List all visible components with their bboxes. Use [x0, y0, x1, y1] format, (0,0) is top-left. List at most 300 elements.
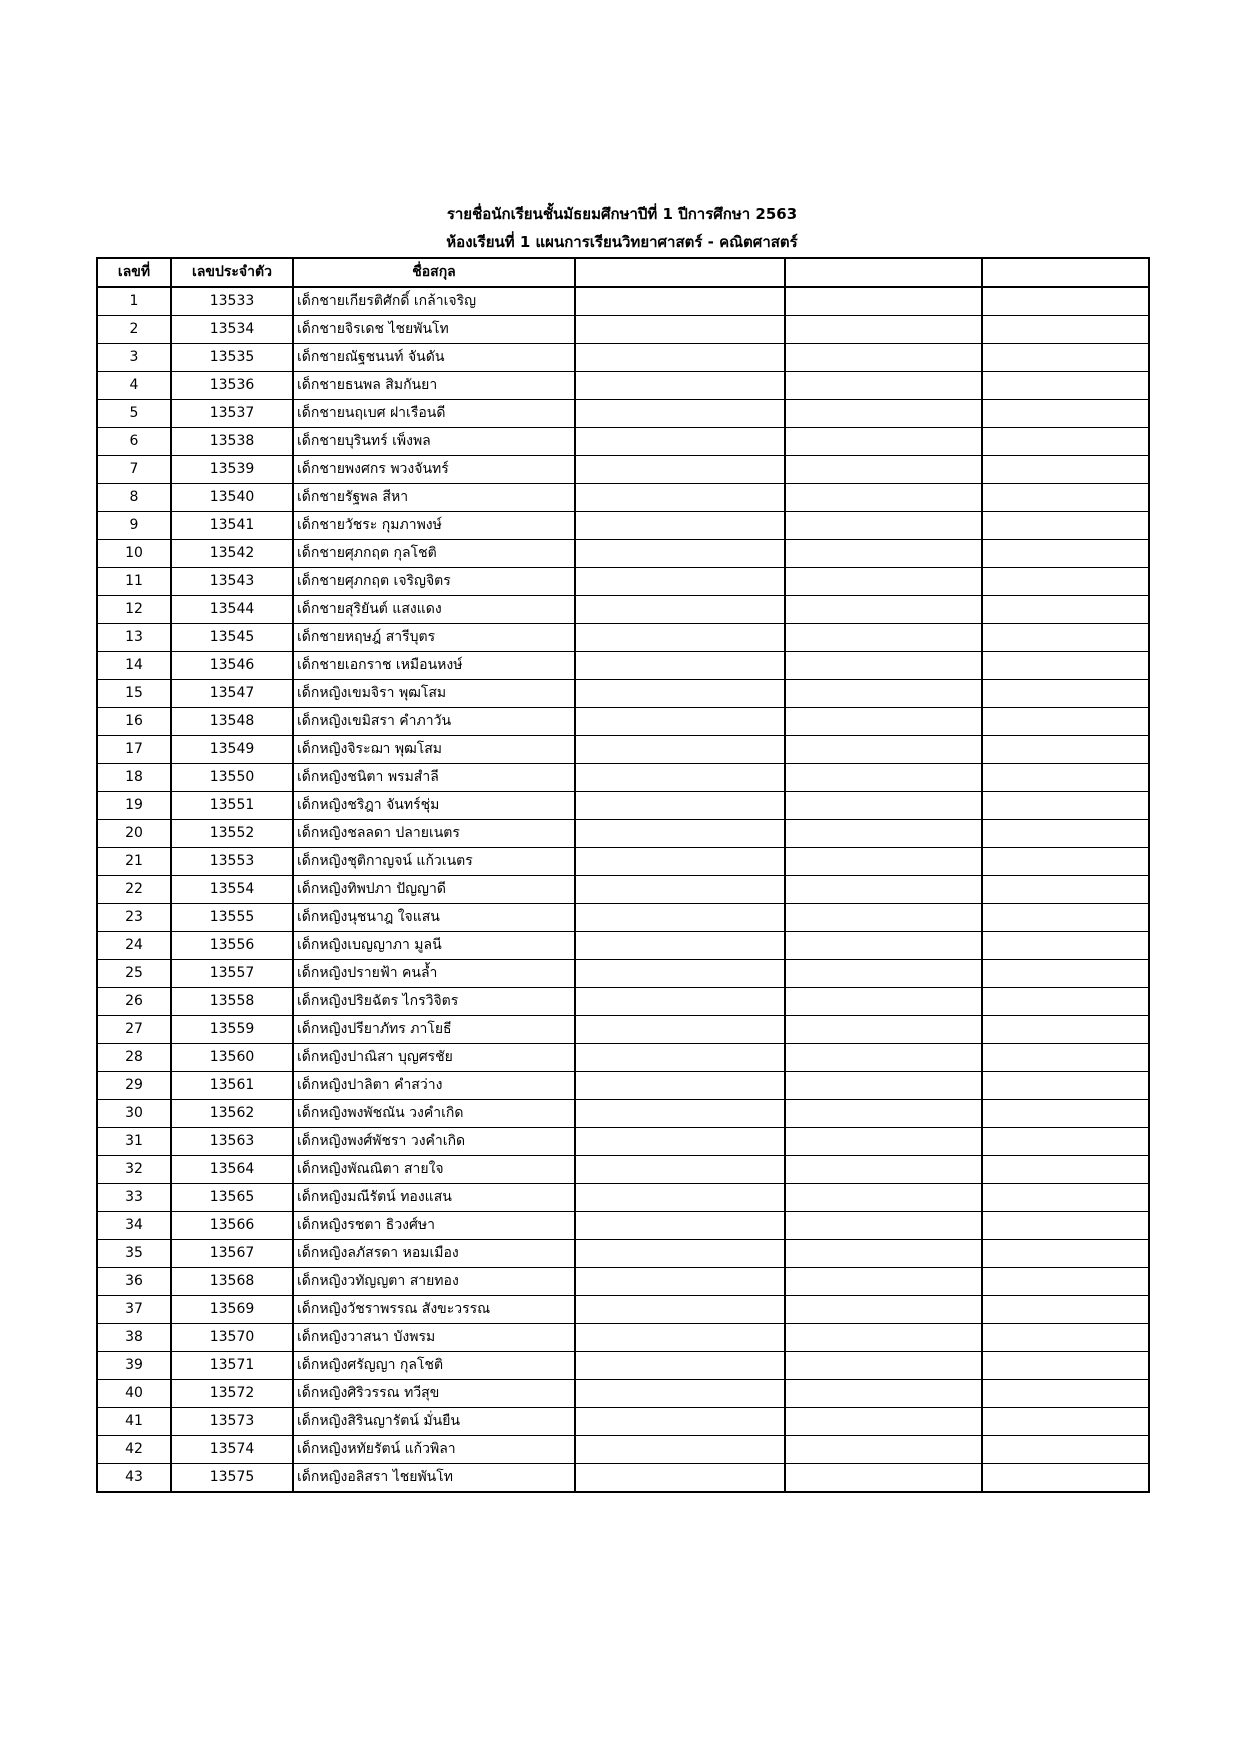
blank-cell — [785, 512, 982, 540]
student-id-cell: 13564 — [171, 1156, 293, 1184]
blank-cell — [575, 512, 785, 540]
blank-cell — [982, 1156, 1149, 1184]
student-name-cell: เด็กหญิงสิรินญารัตน์ มั่นยืน — [293, 1408, 575, 1436]
blank-cell — [575, 652, 785, 680]
table-row — [97, 372, 1149, 400]
student-id-cell: 13552 — [171, 820, 293, 848]
blank-cell — [575, 456, 785, 484]
student-name-cell: เด็กหญิงเขมจิรา พุฒโสม — [293, 680, 575, 708]
student-name-cell: เด็กชายวัชระ กุมภาพงษ์ — [293, 512, 575, 540]
row-number-cell: 14 — [97, 652, 171, 680]
student-name-cell: เด็กชายบุรินทร์ เพ็งพล — [293, 428, 575, 456]
column-header-blank-1 — [575, 258, 785, 287]
blank-cell — [982, 1296, 1149, 1324]
blank-cell — [982, 456, 1149, 484]
student-name-cell: เด็กหญิงรชตา ธิวงศ์ษา — [293, 1212, 575, 1240]
table-row — [97, 1100, 1149, 1128]
student-id-cell: 13553 — [171, 848, 293, 876]
blank-cell — [575, 344, 785, 372]
blank-cell — [982, 400, 1149, 428]
blank-cell — [575, 1268, 785, 1296]
student-name-cell: เด็กหญิงมณีรัตน์ ทองแสน — [293, 1184, 575, 1212]
blank-cell — [785, 624, 982, 652]
row-number-cell: 15 — [97, 680, 171, 708]
student-id-cell: 13566 — [171, 1212, 293, 1240]
student-name-cell: เด็กหญิงนุชนาฎ ใจแสน — [293, 904, 575, 932]
blank-cell — [785, 848, 982, 876]
student-id-cell: 13539 — [171, 456, 293, 484]
student-id-cell: 13540 — [171, 484, 293, 512]
table-row — [97, 287, 1149, 316]
blank-cell — [982, 1464, 1149, 1493]
table-row — [97, 344, 1149, 372]
table-row — [97, 540, 1149, 568]
row-number-cell: 30 — [97, 1100, 171, 1128]
table-row — [97, 736, 1149, 764]
student-roster-table — [96, 257, 1150, 1493]
blank-cell — [785, 1212, 982, 1240]
table-row — [97, 988, 1149, 1016]
student-name-cell: เด็กชายหฤษฎ์ สารีบุตร — [293, 624, 575, 652]
blank-cell — [785, 1296, 982, 1324]
student-name-cell: เด็กหญิงเขมิสรา คำภาวัน — [293, 708, 575, 736]
blank-cell — [982, 484, 1149, 512]
row-number-cell: 8 — [97, 484, 171, 512]
table-row — [97, 876, 1149, 904]
student-name-cell: เด็กชายนฤเบศ ฝาเรือนดี — [293, 400, 575, 428]
student-id-cell: 13534 — [171, 316, 293, 344]
blank-cell — [982, 904, 1149, 932]
table-row — [97, 1380, 1149, 1408]
student-id-cell: 13563 — [171, 1128, 293, 1156]
blank-cell — [575, 932, 785, 960]
blank-cell — [785, 287, 982, 316]
blank-cell — [785, 1464, 982, 1493]
blank-cell — [982, 792, 1149, 820]
table-row — [97, 820, 1149, 848]
blank-cell — [785, 1016, 982, 1044]
blank-cell — [982, 932, 1149, 960]
blank-cell — [575, 568, 785, 596]
blank-cell — [575, 736, 785, 764]
blank-cell — [575, 1184, 785, 1212]
table-row — [97, 1436, 1149, 1464]
blank-cell — [785, 316, 982, 344]
blank-cell — [785, 708, 982, 736]
blank-cell — [785, 596, 982, 624]
blank-cell — [982, 512, 1149, 540]
blank-cell — [575, 1464, 785, 1493]
student-id-cell: 13565 — [171, 1184, 293, 1212]
student-id-cell: 13533 — [171, 287, 293, 316]
student-id-cell: 13575 — [171, 1464, 293, 1493]
blank-cell — [982, 960, 1149, 988]
student-name-cell: เด็กชายศุภกฤต กุลโชติ — [293, 540, 575, 568]
student-id-cell: 13562 — [171, 1100, 293, 1128]
student-id-cell: 13543 — [171, 568, 293, 596]
row-number-cell: 41 — [97, 1408, 171, 1436]
blank-cell — [575, 1352, 785, 1380]
row-number-cell: 1 — [97, 287, 171, 316]
column-header-student-id: เลขประจำตัว — [171, 258, 293, 287]
student-id-cell: 13545 — [171, 624, 293, 652]
student-id-cell: 13536 — [171, 372, 293, 400]
blank-cell — [575, 680, 785, 708]
row-number-cell: 9 — [97, 512, 171, 540]
student-name-cell: เด็กชายธนพล สิมกันยา — [293, 372, 575, 400]
student-name-cell: เด็กชายเอกราช เหมือนหงษ์ — [293, 652, 575, 680]
table-body — [97, 287, 1149, 1492]
row-number-cell: 5 — [97, 400, 171, 428]
table-row — [97, 792, 1149, 820]
row-number-cell: 11 — [97, 568, 171, 596]
table-row — [97, 1240, 1149, 1268]
table-row — [97, 1184, 1149, 1212]
student-name-cell: เด็กชายณัฐชนนท์ จันดัน — [293, 344, 575, 372]
blank-cell — [785, 876, 982, 904]
row-number-cell: 35 — [97, 1240, 171, 1268]
blank-cell — [575, 1156, 785, 1184]
blank-cell — [982, 1324, 1149, 1352]
student-name-cell: เด็กหญิงปริยฉัตร ไกรวิจิตร — [293, 988, 575, 1016]
blank-cell — [785, 344, 982, 372]
blank-cell — [785, 540, 982, 568]
blank-cell — [982, 1072, 1149, 1100]
row-number-cell: 31 — [97, 1128, 171, 1156]
table-row — [97, 680, 1149, 708]
blank-cell — [575, 764, 785, 792]
blank-cell — [575, 372, 785, 400]
blank-cell — [982, 680, 1149, 708]
blank-cell — [982, 1044, 1149, 1072]
blank-cell — [575, 1240, 785, 1268]
blank-cell — [575, 400, 785, 428]
row-number-cell: 16 — [97, 708, 171, 736]
blank-cell — [982, 1352, 1149, 1380]
table-row — [97, 1408, 1149, 1436]
blank-cell — [575, 876, 785, 904]
table-row — [97, 1212, 1149, 1240]
student-name-cell: เด็กหญิงอลิสรา ไชยพันโท — [293, 1464, 575, 1493]
blank-cell — [575, 316, 785, 344]
row-number-cell: 3 — [97, 344, 171, 372]
student-name-cell: เด็กหญิงวทัญญตา สายทอง — [293, 1268, 575, 1296]
blank-cell — [575, 792, 785, 820]
student-name-cell: เด็กหญิงพงศ์พัชรา วงคำเกิด — [293, 1128, 575, 1156]
blank-cell — [982, 1016, 1149, 1044]
blank-cell — [575, 596, 785, 624]
blank-cell — [982, 708, 1149, 736]
student-name-cell: เด็กหญิงวัชราพรรณ สังขะวรรณ — [293, 1296, 575, 1324]
row-number-cell: 18 — [97, 764, 171, 792]
blank-cell — [575, 708, 785, 736]
table-row — [97, 1156, 1149, 1184]
blank-cell — [982, 624, 1149, 652]
student-id-cell: 13556 — [171, 932, 293, 960]
blank-cell — [785, 1268, 982, 1296]
student-id-cell: 13557 — [171, 960, 293, 988]
student-id-cell: 13568 — [171, 1268, 293, 1296]
row-number-cell: 7 — [97, 456, 171, 484]
row-number-cell: 20 — [97, 820, 171, 848]
table-row — [97, 484, 1149, 512]
blank-cell — [982, 1408, 1149, 1436]
blank-cell — [785, 1352, 982, 1380]
column-header-blank-3 — [982, 258, 1149, 287]
student-id-cell: 13559 — [171, 1016, 293, 1044]
blank-cell — [982, 1436, 1149, 1464]
student-id-cell: 13541 — [171, 512, 293, 540]
blank-cell — [982, 1268, 1149, 1296]
student-name-cell: เด็กหญิงทิพปภา ปัญญาดี — [293, 876, 575, 904]
row-number-cell: 27 — [97, 1016, 171, 1044]
student-id-cell: 13569 — [171, 1296, 293, 1324]
row-number-cell: 6 — [97, 428, 171, 456]
row-number-cell: 10 — [97, 540, 171, 568]
blank-cell — [785, 1072, 982, 1100]
column-header-number: เลขที่ — [97, 258, 171, 287]
student-id-cell: 13547 — [171, 680, 293, 708]
table-row — [97, 960, 1149, 988]
student-id-cell: 13567 — [171, 1240, 293, 1268]
row-number-cell: 32 — [97, 1156, 171, 1184]
blank-cell — [575, 1380, 785, 1408]
blank-cell — [785, 904, 982, 932]
blank-cell — [575, 1100, 785, 1128]
table-row — [97, 1324, 1149, 1352]
table-row — [97, 1464, 1149, 1493]
row-number-cell: 42 — [97, 1436, 171, 1464]
student-id-cell: 13561 — [171, 1072, 293, 1100]
row-number-cell: 24 — [97, 932, 171, 960]
blank-cell — [785, 680, 982, 708]
student-name-cell: เด็กหญิงศิริวรรณ ทวีสุข — [293, 1380, 575, 1408]
blank-cell — [785, 652, 982, 680]
blank-cell — [982, 344, 1149, 372]
blank-cell — [785, 428, 982, 456]
blank-cell — [785, 400, 982, 428]
table-row — [97, 1016, 1149, 1044]
student-name-cell: เด็กชายรัฐพล สีหา — [293, 484, 575, 512]
student-id-cell: 13572 — [171, 1380, 293, 1408]
table-row — [97, 848, 1149, 876]
row-number-cell: 26 — [97, 988, 171, 1016]
blank-cell — [982, 1380, 1149, 1408]
row-number-cell: 23 — [97, 904, 171, 932]
blank-cell — [575, 820, 785, 848]
student-name-cell: เด็กหญิงเบญญาภา มูลนี — [293, 932, 575, 960]
blank-cell — [785, 736, 982, 764]
blank-cell — [982, 316, 1149, 344]
table-row — [97, 904, 1149, 932]
student-name-cell: เด็กหญิงชนิตา พรมสำลี — [293, 764, 575, 792]
blank-cell — [575, 1128, 785, 1156]
student-name-cell: เด็กหญิงชุติกาญจน์ แก้วเนตร — [293, 848, 575, 876]
blank-cell — [785, 764, 982, 792]
student-id-cell: 13571 — [171, 1352, 293, 1380]
table-row — [97, 512, 1149, 540]
row-number-cell: 21 — [97, 848, 171, 876]
blank-cell — [575, 1016, 785, 1044]
student-id-cell: 13558 — [171, 988, 293, 1016]
row-number-cell: 4 — [97, 372, 171, 400]
blank-cell — [575, 1436, 785, 1464]
blank-cell — [982, 1212, 1149, 1240]
blank-cell — [785, 568, 982, 596]
blank-cell — [575, 1296, 785, 1324]
table-row — [97, 1072, 1149, 1100]
blank-cell — [982, 372, 1149, 400]
blank-cell — [575, 1212, 785, 1240]
blank-cell — [785, 820, 982, 848]
student-name-cell: เด็กหญิงพัณณิตา สายใจ — [293, 1156, 575, 1184]
student-name-cell: เด็กหญิงพงพัชณัน วงคำเกิด — [293, 1100, 575, 1128]
student-id-cell: 13535 — [171, 344, 293, 372]
page-title: รายชื่อนักเรียนชั้นมัธยมศึกษาปีที่ 1 ปีการศึกษา 2563 — [446, 205, 798, 223]
table-row — [97, 428, 1149, 456]
student-id-cell: 13538 — [171, 428, 293, 456]
column-header-name: ชื่อสกุล — [293, 258, 575, 287]
row-number-cell: 37 — [97, 1296, 171, 1324]
blank-cell — [785, 1156, 982, 1184]
student-id-cell: 13548 — [171, 708, 293, 736]
student-id-cell: 13570 — [171, 1324, 293, 1352]
blank-cell — [575, 1324, 785, 1352]
blank-cell — [575, 1044, 785, 1072]
blank-cell — [575, 848, 785, 876]
row-number-cell: 13 — [97, 624, 171, 652]
blank-cell — [575, 428, 785, 456]
blank-cell — [785, 1436, 982, 1464]
blank-cell — [982, 652, 1149, 680]
blank-cell — [575, 1408, 785, 1436]
blank-cell — [575, 484, 785, 512]
table-row — [97, 1128, 1149, 1156]
student-name-cell: เด็กหญิงชลลดา ปลายเนตร — [293, 820, 575, 848]
blank-cell — [982, 820, 1149, 848]
blank-cell — [982, 540, 1149, 568]
row-number-cell: 19 — [97, 792, 171, 820]
table-row — [97, 316, 1149, 344]
blank-cell — [982, 568, 1149, 596]
page-header — [96, 200, 1148, 256]
blank-cell — [785, 372, 982, 400]
table-row — [97, 400, 1149, 428]
blank-cell — [575, 1072, 785, 1100]
blank-cell — [982, 287, 1149, 316]
row-number-cell: 36 — [97, 1268, 171, 1296]
table-row — [97, 932, 1149, 960]
student-id-cell: 13549 — [171, 736, 293, 764]
student-id-cell: 13550 — [171, 764, 293, 792]
blank-cell — [982, 736, 1149, 764]
row-number-cell: 28 — [97, 1044, 171, 1072]
blank-cell — [575, 624, 785, 652]
student-id-cell: 13544 — [171, 596, 293, 624]
student-name-cell: เด็กชายจิรเดช ไชยพันโท — [293, 316, 575, 344]
row-number-cell: 43 — [97, 1464, 171, 1493]
blank-cell — [785, 932, 982, 960]
row-number-cell: 39 — [97, 1352, 171, 1380]
table-row — [97, 652, 1149, 680]
blank-cell — [982, 876, 1149, 904]
blank-cell — [575, 287, 785, 316]
row-number-cell: 38 — [97, 1324, 171, 1352]
student-name-cell: เด็กหญิงปรายฟ้า คนล้ำ — [293, 960, 575, 988]
blank-cell — [785, 1324, 982, 1352]
blank-cell — [575, 904, 785, 932]
table-row — [97, 1296, 1149, 1324]
blank-cell — [785, 1100, 982, 1128]
blank-cell — [982, 1184, 1149, 1212]
blank-cell — [982, 988, 1149, 1016]
table-row — [97, 1268, 1149, 1296]
row-number-cell: 25 — [97, 960, 171, 988]
blank-cell — [982, 764, 1149, 792]
student-name-cell: เด็กหญิงวาสนา บังพรม — [293, 1324, 575, 1352]
blank-cell — [982, 596, 1149, 624]
blank-cell — [982, 1240, 1149, 1268]
student-name-cell: เด็กหญิงลภัสรดา หอมเมือง — [293, 1240, 575, 1268]
student-name-cell: เด็กหญิงปาลิตา คำสว่าง — [293, 1072, 575, 1100]
blank-cell — [982, 1128, 1149, 1156]
blank-cell — [785, 1128, 982, 1156]
blank-cell — [785, 792, 982, 820]
table-row — [97, 456, 1149, 484]
student-id-cell: 13555 — [171, 904, 293, 932]
blank-cell — [982, 1100, 1149, 1128]
student-id-cell: 13574 — [171, 1436, 293, 1464]
student-name-cell: เด็กหญิงจิระฌา พุฒโสม — [293, 736, 575, 764]
blank-cell — [785, 988, 982, 1016]
student-name-cell: เด็กชายพงศกร พวงจันทร์ — [293, 456, 575, 484]
table-row — [97, 1352, 1149, 1380]
row-number-cell: 34 — [97, 1212, 171, 1240]
table-row — [97, 1044, 1149, 1072]
student-name-cell: เด็กหญิงศรัญญา กุลโชติ — [293, 1352, 575, 1380]
blank-cell — [785, 1380, 982, 1408]
table-row — [97, 596, 1149, 624]
student-id-cell: 13560 — [171, 1044, 293, 1072]
student-name-cell: เด็กหญิงปาณิสา บุญศรชัย — [293, 1044, 575, 1072]
row-number-cell: 29 — [97, 1072, 171, 1100]
blank-cell — [785, 1240, 982, 1268]
row-number-cell: 17 — [97, 736, 171, 764]
blank-cell — [785, 484, 982, 512]
table-row — [97, 568, 1149, 596]
blank-cell — [575, 988, 785, 1016]
student-name-cell: เด็กชายเกียรติศักดิ์ เกล้าเจริญ — [293, 287, 575, 316]
table-row — [97, 708, 1149, 736]
student-name-cell: เด็กหญิงปรียาภัทร ภาโยธี — [293, 1016, 575, 1044]
blank-cell — [982, 848, 1149, 876]
blank-cell — [575, 540, 785, 568]
table-row — [97, 764, 1149, 792]
student-id-cell: 13542 — [171, 540, 293, 568]
student-name-cell: เด็กหญิงชริฎา จันทร์ชุ่ม — [293, 792, 575, 820]
blank-cell — [785, 1184, 982, 1212]
student-id-cell: 13546 — [171, 652, 293, 680]
blank-cell — [785, 960, 982, 988]
blank-cell — [785, 456, 982, 484]
table-row — [97, 624, 1149, 652]
student-name-cell: เด็กชายสุริยันต์ แสงแดง — [293, 596, 575, 624]
blank-cell — [982, 428, 1149, 456]
student-id-cell: 13554 — [171, 876, 293, 904]
row-number-cell: 40 — [97, 1380, 171, 1408]
page-subtitle: ห้องเรียนที่ 1 แผนการเรียนวิทยาศาสตร์ - คณิตศาสตร์ — [446, 233, 798, 251]
student-id-cell: 13551 — [171, 792, 293, 820]
